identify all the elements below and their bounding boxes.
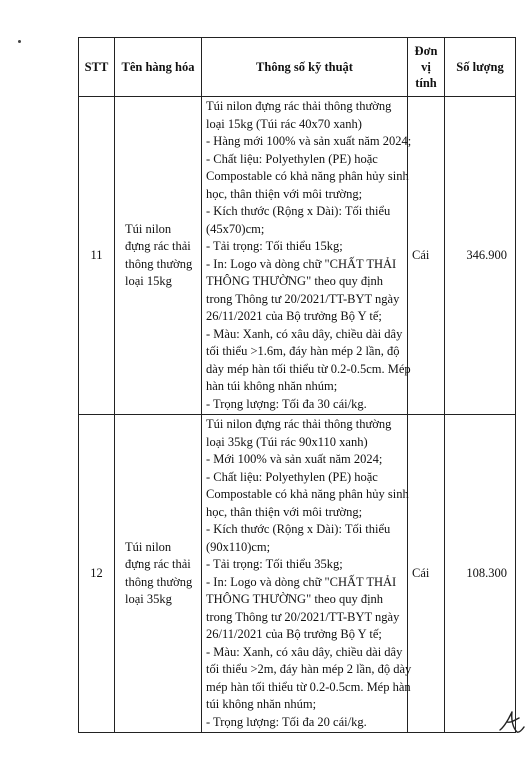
cell-text-line: loại 15kg (Túi rác 40x70 xanh) [206, 116, 362, 131]
header-stt: STT [79, 38, 115, 97]
cell-text-line: 26/11/2021 của Bộ trưởng Bộ Y tế; [206, 627, 382, 641]
cell-text-line: học, thân thiện với môi trường; [206, 504, 363, 519]
cell-text-line: túi không nhăn nhúm; [206, 697, 317, 711]
cell-text-line: tối thiểu >2m, đáy hàn mép 2 lần, độ dày [206, 662, 412, 676]
cell-text-line: - In: Logo và dòng chữ "CHẤT THẢI [206, 574, 397, 589]
cell-text-line: (90x110)cm; [206, 539, 271, 554]
header-spec: Thông số kỹ thuật [202, 38, 408, 97]
cell-text-line: dày mép hàn tối thiểu từ 0.2-0.5cm. Mép [206, 361, 411, 376]
cell-text-line: - Màu: Xanh, có xâu dây, chiều dài dây [206, 326, 403, 341]
cell-text-line: Túi nilon [125, 539, 172, 554]
cell-text-line: trong Thông tư 20/2021/TT-BYT ngày [206, 609, 400, 624]
cell-text-line: trong Thông tư 20/2021/TT-BYT ngày [206, 291, 400, 306]
cell-text-line: - Mới 100% và sản xuất năm 2024; [206, 452, 383, 466]
cell-text-line: đựng rác thải [125, 557, 191, 571]
cell-text-line: - Chất liệu: Polyethylen (PE) hoặc [206, 151, 378, 166]
header-qty: Số lượng [445, 38, 516, 97]
cell-text-line: mép hàn tối thiểu từ 0.2-0.5cm. Mép hàn [206, 679, 411, 694]
cell-text-line: hàn túi không nhăn nhúm; [206, 379, 338, 393]
table-header-row [79, 38, 516, 97]
header-unit-line: Đơn [414, 44, 438, 58]
table-row [79, 97, 516, 415]
row-name [115, 415, 202, 733]
handwritten-initial-signature [497, 708, 527, 736]
cell-text-line: đựng rác thải [125, 239, 191, 253]
cell-text-line: loại 35kg (Túi rác 90x110 xanh) [206, 434, 368, 449]
cell-text-line: - In: Logo và dòng chữ "CHẤT THẢI [206, 256, 397, 271]
cell-text-line: thông thường [125, 256, 193, 271]
cell-text-line: THÔNG THƯỜNG" theo quy định [206, 274, 384, 288]
cell-text-line: - Kích thước (Rộng x Dài): Tối thiểu [206, 522, 391, 536]
header-unit [408, 38, 445, 97]
cell-text-line: - Tải trọng: Tối thiểu 15kg; [206, 239, 343, 253]
cell-text-line: Túi nilon đựng rác thải thông thường [206, 99, 392, 113]
scan-dot [18, 40, 21, 43]
cell-text-line: - Màu: Xanh, có xâu dây, chiều dài dây [206, 644, 403, 659]
cell-text-line: loại 35kg [125, 592, 172, 606]
header-unit-line: vị [421, 60, 431, 74]
row-spec [202, 415, 412, 733]
cell-text-line: THÔNG THƯỜNG" theo quy định [206, 592, 384, 606]
cell-text-line: Túi nilon đựng rác thải thông thường [206, 417, 392, 431]
row-qty: 346.900 [445, 97, 516, 415]
row-name [115, 97, 202, 415]
product-spec-table [78, 37, 516, 733]
cell-text-line: - Trọng lượng: Tối đa 20 cái/kg. [206, 714, 367, 729]
row-unit: Cái [408, 97, 445, 415]
cell-text-line: học, thân thiện với môi trường; [206, 186, 363, 201]
cell-text-line: Compostable có khả năng phân hủy sinh [206, 487, 409, 501]
table-row [79, 415, 516, 733]
row-spec [202, 97, 412, 415]
cell-text-line: - Hàng mới 100% và sản xuất năm 2024; [206, 134, 412, 148]
cell-text-line: loại 15kg [125, 274, 172, 288]
header-name: Tên hàng hóa [115, 38, 202, 97]
cell-text-line: Túi nilon [125, 221, 172, 236]
cell-text-line: - Chất liệu: Polyethylen (PE) hoặc [206, 469, 378, 484]
cell-text-line: - Trọng lượng: Tối đa 30 cái/kg. [206, 396, 367, 411]
row-stt: 12 [79, 415, 115, 733]
cell-text-line: thông thường [125, 574, 193, 589]
header-unit-line: tính [415, 76, 437, 90]
row-qty: 108.300 [445, 415, 516, 733]
row-unit: Cái [408, 415, 445, 733]
cell-text-line: 26/11/2021 của Bộ trưởng Bộ Y tế; [206, 309, 382, 323]
cell-text-line: tối thiểu >1.6m, đáy hàn mép 2 lần, độ [206, 344, 400, 358]
row-stt: 11 [79, 97, 115, 415]
cell-text-line: Compostable có khả năng phân hủy sinh [206, 169, 409, 183]
cell-text-line: - Kích thước (Rộng x Dài): Tối thiểu [206, 204, 391, 218]
cell-text-line: (45x70)cm; [206, 221, 265, 236]
cell-text-line: - Tải trọng: Tối thiểu 35kg; [206, 557, 343, 571]
